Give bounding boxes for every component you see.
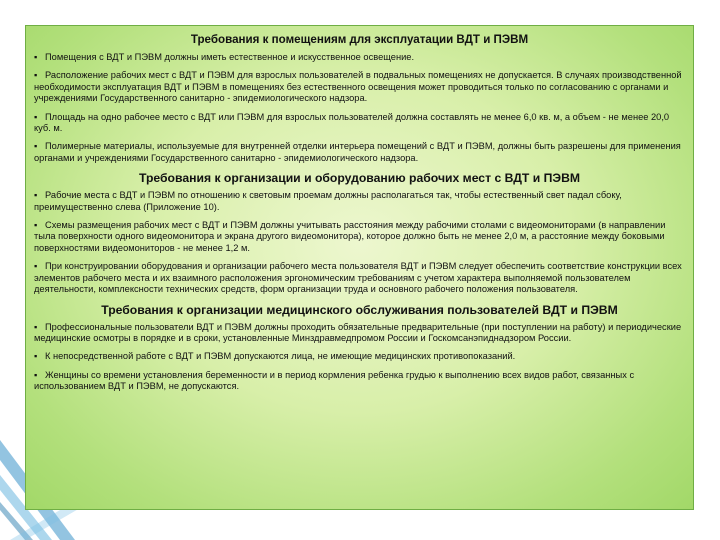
bullet-icon: ▪ [34,321,38,332]
list-item [34,141,685,164]
list-item [34,52,685,63]
list-item [34,190,685,213]
list-item-text: Профессиональные пользователи ВДТ и ПЭВМ должны проходить обязательные предварительные (при поступлении на работу) и периодические медицинские осмотры в порядке и в сроки, установленные Минздравмедпромом России и Госкомсанэпиднадзором России. [34,321,682,343]
list-item [34,112,685,135]
bullet-icon: ▪ [34,111,38,122]
bullet-icon: ▪ [34,220,38,231]
list-item [34,351,685,362]
list-item-text: Полимерные материалы, используемые для внутренней отделки интерьера помещений с ВДТ и ПЭВМ, должны быть разрешены для применения органами и учреждениями Государственного санитарно - эпидемиологического надзора. [34,141,681,163]
list-item-text: При конструировании оборудования и организации рабочего места пользователя ВДТ и ПЭВМ следует обеспечить соответствие конструкции всех элементов рабочего места и их взаимного расположения эргономическим требованиям с учетом характера выполняемой пользователем деятельности, комплексности технических средств, форм организации труда и основного рабочего положения пользователя. [34,261,682,295]
section-title: Требования к помещениям для эксплуатации ВДТ и ПЭВМ [190,33,529,46]
content-panel [25,25,694,510]
bullet-icon: ▪ [34,70,38,81]
bullet-icon: ▪ [34,351,38,362]
list-item-text: К непосредственной работе с ВДТ и ПЭВМ допускаются лица, не имеющие медицинских противопоказаний. [45,351,516,362]
list-item [34,322,685,345]
list-item-text: Помещения с ВДТ и ПЭВМ должны иметь естественное и искусственное освещение. [45,52,415,62]
bullet-icon: ▪ [34,369,38,380]
bullet-icon: ▪ [34,141,38,152]
list-item [34,261,685,295]
bullet-icon: ▪ [34,190,38,201]
list-item [34,220,685,254]
list-item-text: Схемы размещения рабочих мест с ВДТ и ПЭВМ должны учитывать расстояния между рабочими столами с видеомониторами (в направлении тыла поверхности одного видеомонитора и экрана другого видеомонитора), которое должно быть не менее 2,0 м, а расстояние между боковыми поверхностями видеомониторов - не менее 1,2 м. [34,220,666,253]
section-title: Требования к организации медицинского обслуживания пользователей ВДТ и ПЭВМ [101,302,618,317]
list-item-text: Площадь на одно рабочее место с ВДТ или ПЭВМ для взрослых пользователей должна составлять не менее 6,0 кв. м, а объем - не менее 20,0 куб. м. [34,111,670,134]
list-item [34,70,685,104]
list-item-text: Женщины со времени установления беременности и в период кормления ребенка грудью к выполнению всех видов работ, связанных с использованием ВДТ и ПЭВМ, не допускаются. [34,369,635,392]
list-item [34,370,685,393]
bullet-icon: ▪ [34,261,38,272]
section-title: Требования к организации и оборудованию рабочих мест с ВДТ и ПЭВМ [138,171,581,186]
list-item-text: Рабочие места с ВДТ и ПЭВМ по отношению к световым проемам должны располагаться так, чтобы естественный свет падал сбоку, преимущественно слева (Приложение 10). [34,190,622,212]
list-item-text: Расположение рабочих мест с ВДТ и ПЭВМ для взрослых пользователей в подвальных помещениях не допускается. В случаях производственной необходимости эксплуатация ВДТ и ПЭВМ в помещениях без естественного освещения может проводиться только по согласованию с органами и учреждениями Государственного санитарно - эпидемиологического надзора. [34,70,682,104]
bullet-icon: ▪ [34,52,38,62]
